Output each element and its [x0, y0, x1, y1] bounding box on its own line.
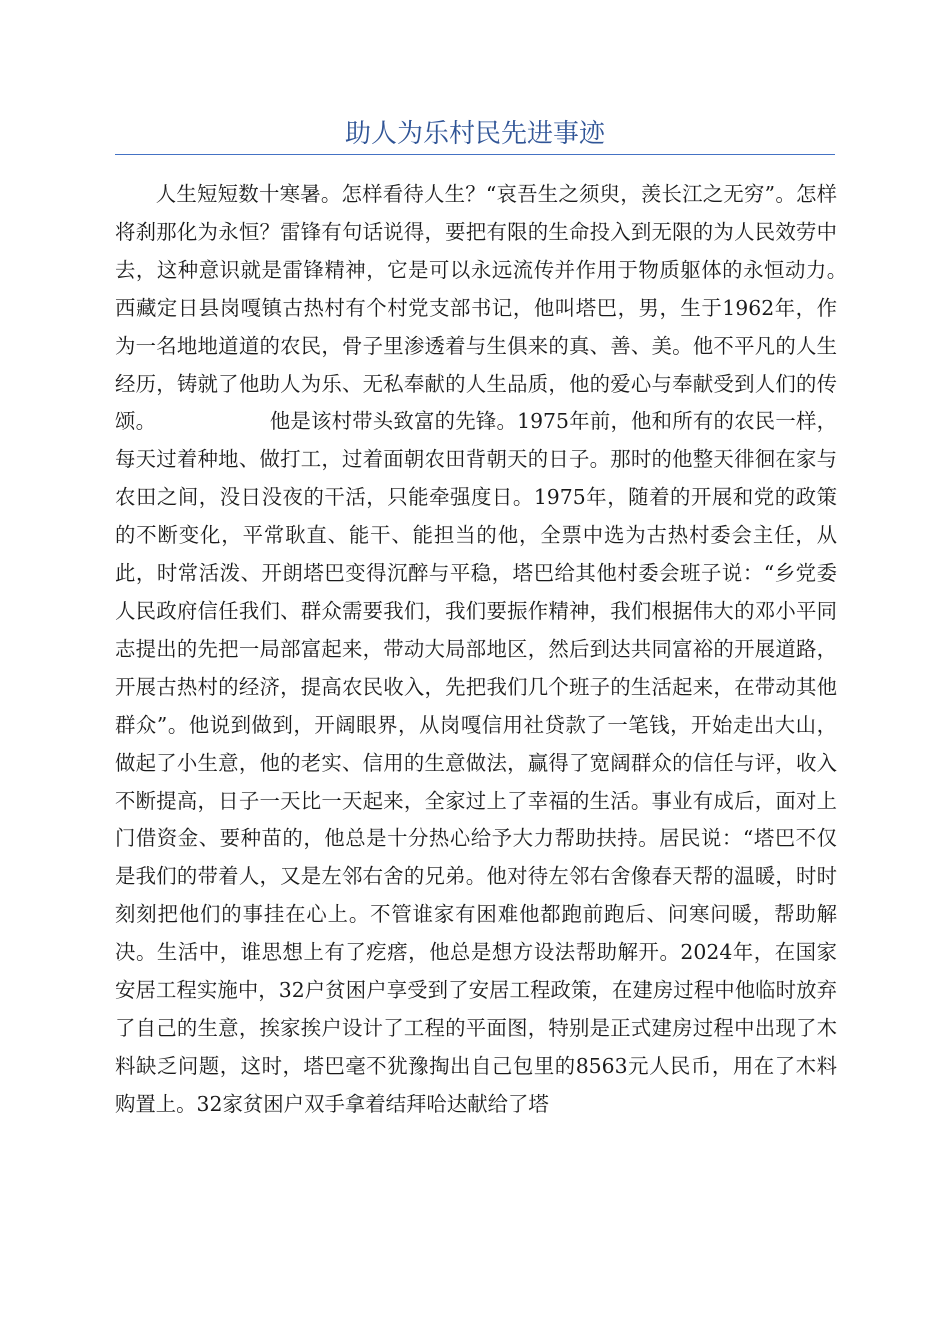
document-title: 助人为乐村民先进事迹	[344, 119, 605, 149]
title-underline-rule	[115, 154, 835, 155]
document-body-paragraph: 人生短短数十寒暑。怎样看待人生？“哀吾生之须臾，羡长江之无穷”。怎样将刹那化为永恒？雷锋有句话说得，要把有限的生命投入到无限的为人民效劳中去，这种意识就是雷锋精神，它是可以永远流传并作用于物质躯体的永恒动力。 西藏定日县岗嘎镇古热村有个村党支部书记，他叫塔巴，男，生于1962年，作为一名地地道道的农民，骨子里渗透着与生俱来的真、善、美。他不平凡的人生经历，铸就了他助人为乐、无私奉献的人生品质，他的爱心与奉献受到人们的传颂。 他是该村带头致富的先锋。1975年前，他和所有的农民一样，每天过着种地、做打工，过着面朝农田背朝天的日子。那时的他整天徘徊在家与农田之间，没日没夜的干活，只能牵强度日。1975年，随着的开展和党的政策的不断变化，平常耿直、能干、能担当的他，全票中选为古热村委会主任，从此，时常活泼、开朗塔巴变得沉醉与平稳，塔巴给其他村委会班子说：“乡党委人民政府信任我们、群众需要我们，我们要振作精神，我们根据伟大的邓小平同志提出的先把一局部富起来，带动大局部地区，然后到达共同富裕的开展道路，开展古热村的经济，提高农民收入，先把我们几个班子的生活起来，在带动其他群众”。他说到做到，开阔眼界，从岗嘎信用社贷款了一笔钱，开始走出大山，做起了小生意，他的老实、信用的生意做法，赢得了宽阔群众的信任与评，收入不断提高，日子一天比一天起来，全家过上了幸福的生活。事业有成后，面对上门借资金、要种苗的，他总是十分热心给予大力帮助扶持。居民说：“塔巴不仅是我们的带着人，又是左邻右舍的兄弟。他对待左邻右舍像春天帮的温暖，时时刻刻把他们的事挂在心上。不管谁家有困难他都跑前跑后、问寒问暖，帮助解决。生活中，谁思想上有了疙瘩，他总是想方设法帮助解开。2024年，在国家安居工程实施中，32户贫困户享受到了安居工程政策，在建房过程中他临时放弃了自己的生意，挨家挨户设计了工程的平面图，特别是正式建房过程中出现了木料缺乏问题，这时，塔巴毫不犹豫掏出自己包里的8563元人民币，用在了木料购置上。32家贫困户双手拿着结拜哈达献给了塔	[115, 182, 939, 1116]
